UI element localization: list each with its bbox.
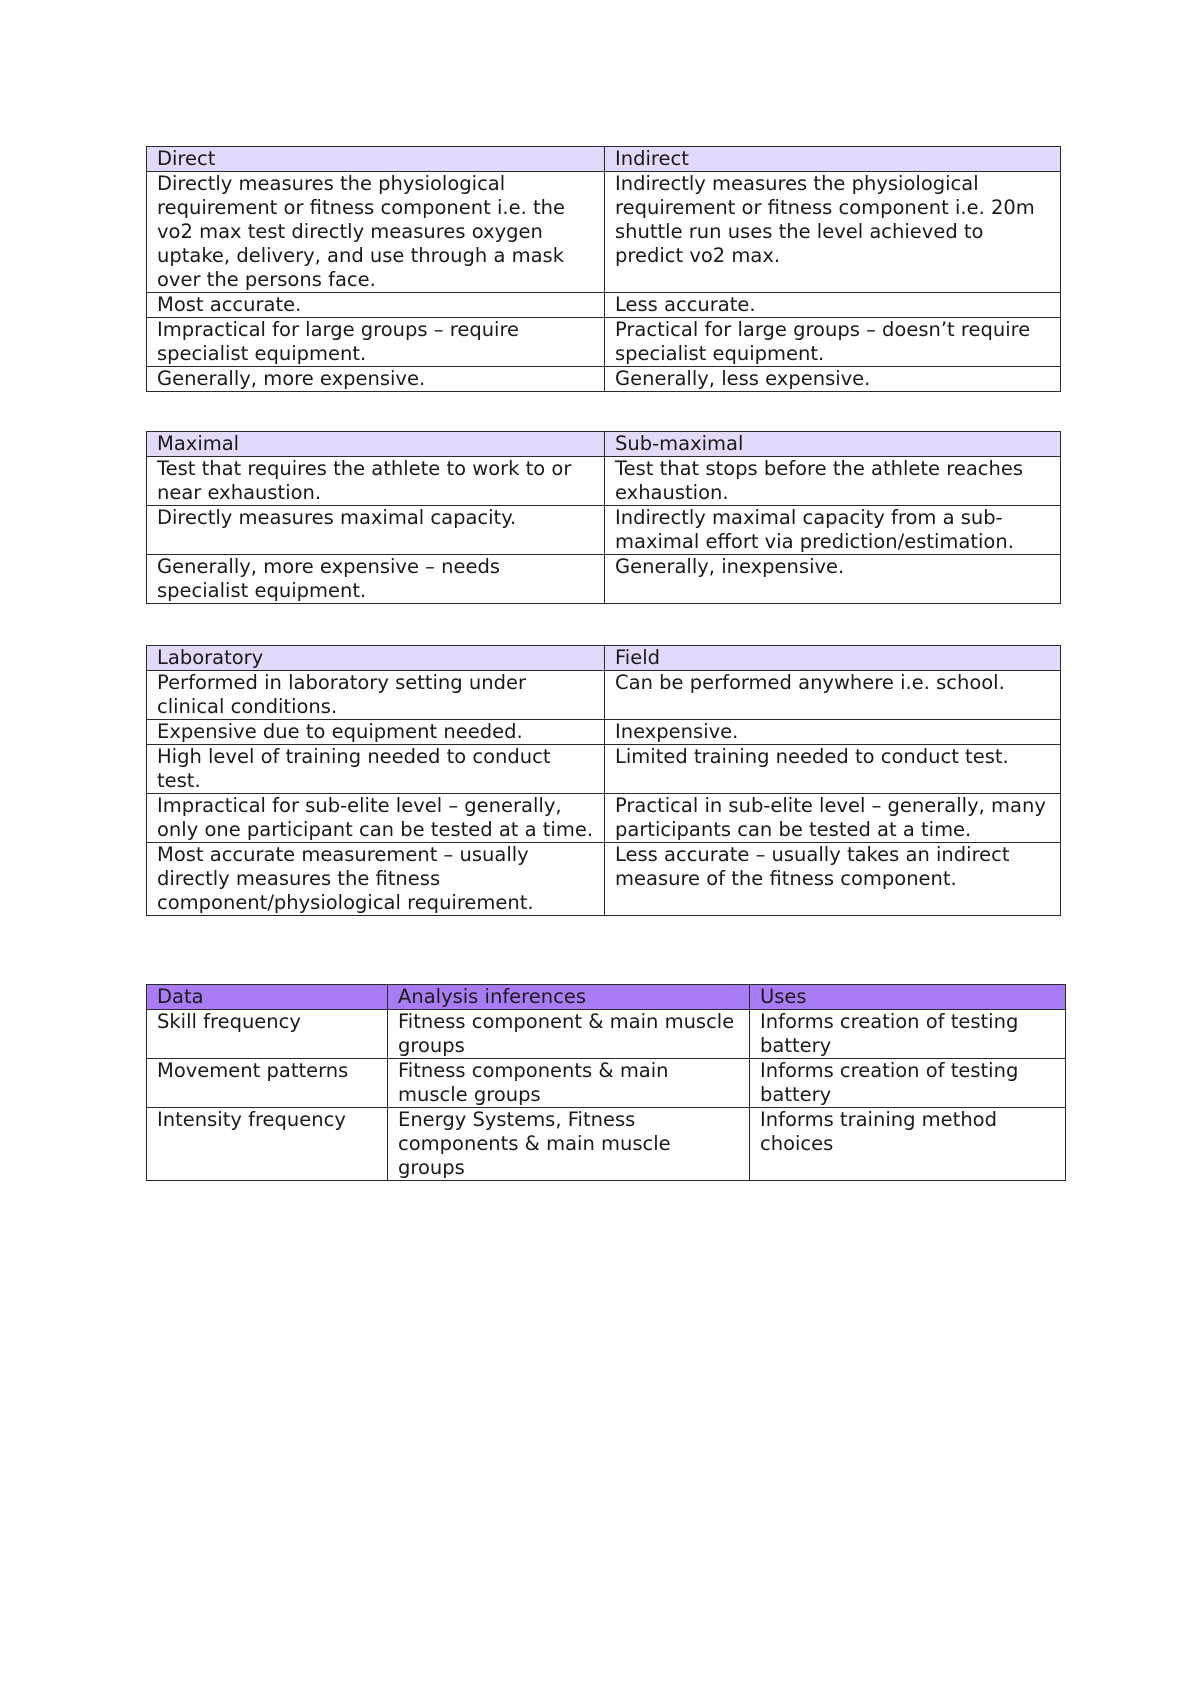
table-cell: Indirectly maximal capacity from a sub-maximal effort via prediction/estimation. [605,506,1061,555]
table-cell: Indirectly measures the physiological requirement or fitness component i.e. 20m shuttle run uses the level achieved to predict vo2 max. [605,172,1061,293]
table-row [147,318,1061,367]
header-cell: Indirect [605,147,1061,172]
header-cell: Uses [750,985,1066,1010]
table-cell: Generally, more expensive – needs specialist equipment. [147,555,605,604]
table-cell: Most accurate measurement – usually directly measures the fitness component/physiological requirement. [147,843,605,916]
header-cell: Maximal [147,432,605,457]
table-cell: Performed in laboratory setting under clinical conditions. [147,671,605,720]
header-cell: Analysis inferences [388,985,750,1010]
table-row [147,843,1061,916]
table-row [147,1010,1066,1059]
table-row [147,506,1061,555]
table-cell: Intensity frequency [147,1108,388,1181]
table-row [147,555,1061,604]
table-row [147,794,1061,843]
table-cell: Limited training needed to conduct test. [605,745,1061,794]
table-row [147,1108,1066,1181]
table-row [147,293,1061,318]
table-row [147,720,1061,745]
table-row [147,457,1061,506]
table-row [147,1059,1066,1108]
header-cell: Data [147,985,388,1010]
table-cell: Expensive due to equipment needed. [147,720,605,745]
table-cell: Informs training method choices [750,1108,1066,1181]
table-cell: Movement patterns [147,1059,388,1108]
table-row [147,671,1061,720]
table-cell: Can be performed anywhere i.e. school. [605,671,1061,720]
table-cell: Practical for large groups – doesn’t require specialist equipment. [605,318,1061,367]
table-cell: Energy Systems, Fitness components & main muscle groups [388,1108,750,1181]
maximal-submaximal-table [146,431,1061,604]
table-cell: Test that requires the athlete to work to or near exhaustion. [147,457,605,506]
table-cell: Directly measures the physiological requirement or fitness component i.e. the vo2 max test directly measures oxygen uptake, delivery, and use through a mask over the persons face. [147,172,605,293]
table-cell: Impractical for sub-elite level – generally, only one participant can be tested at a time. [147,794,605,843]
table-row [147,172,1061,293]
data-analysis-table [146,984,1066,1181]
table-cell: Fitness components & main muscle groups [388,1059,750,1108]
table-cell: Impractical for large groups – require specialist equipment. [147,318,605,367]
table-cell: Informs creation of testing battery [750,1010,1066,1059]
table-cell: Less accurate. [605,293,1061,318]
table-cell: High level of training needed to conduct test. [147,745,605,794]
table-cell: Generally, inexpensive. [605,555,1061,604]
laboratory-field-table [146,645,1061,916]
table-row [147,745,1061,794]
table-cell: Test that stops before the athlete reaches exhaustion. [605,457,1061,506]
table-cell: Skill frequency [147,1010,388,1059]
table-cell: Practical in sub-elite level – generally, many participants can be tested at a time. [605,794,1061,843]
header-cell: Sub-maximal [605,432,1061,457]
table-header-row [147,646,1061,671]
direct-indirect-table [146,146,1061,392]
table-header-row [147,147,1061,172]
table-row [147,367,1061,392]
header-cell: Direct [147,147,605,172]
table-cell: Inexpensive. [605,720,1061,745]
table-cell: Fitness component & main muscle groups [388,1010,750,1059]
table-cell: Most accurate. [147,293,605,318]
table-header-row [147,432,1061,457]
table-cell: Less accurate – usually takes an indirect measure of the fitness component. [605,843,1061,916]
table-cell: Directly measures maximal capacity. [147,506,605,555]
table-cell: Generally, more expensive. [147,367,605,392]
table-cell: Informs creation of testing battery [750,1059,1066,1108]
header-cell: Laboratory [147,646,605,671]
table-cell: Generally, less expensive. [605,367,1061,392]
header-cell: Field [605,646,1061,671]
table-header-row [147,985,1066,1010]
